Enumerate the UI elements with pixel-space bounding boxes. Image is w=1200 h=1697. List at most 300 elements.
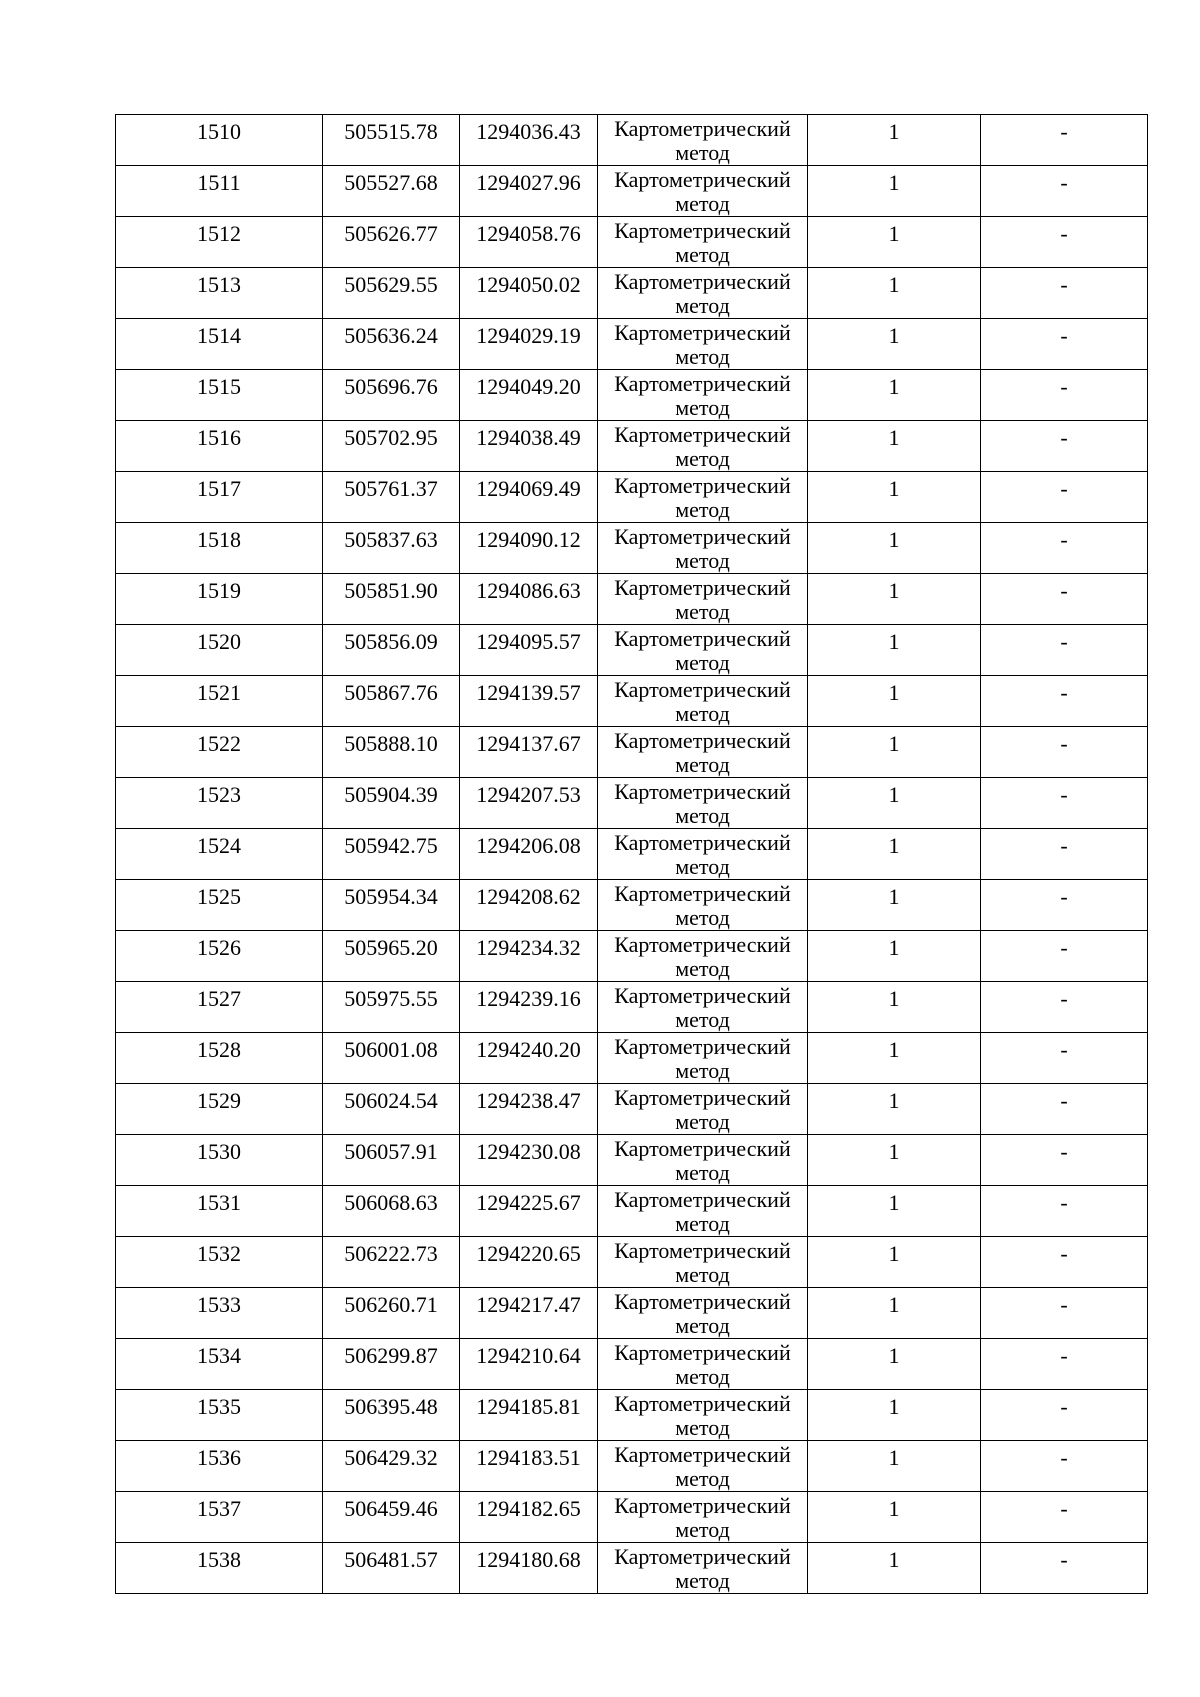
note-cell — [981, 115, 1148, 166]
point-number-cell — [116, 1084, 323, 1135]
y-coordinate: 1294058.76 — [476, 221, 581, 246]
accuracy-cell — [808, 1492, 981, 1543]
accuracy-value: 1 — [888, 680, 900, 705]
method-line-1: Картометрический — [614, 728, 791, 753]
y-coordinate: 1294029.19 — [476, 323, 581, 348]
table-row — [116, 1135, 1148, 1186]
x-coordinate: 505515.78 — [344, 119, 438, 144]
note-value: - — [1060, 374, 1068, 399]
method-line-1: Картометрический — [614, 626, 791, 651]
x-coordinate-cell — [323, 829, 460, 880]
point-number-cell — [116, 880, 323, 931]
x-coordinate: 505626.77 — [344, 221, 438, 246]
accuracy-cell — [808, 319, 981, 370]
note-cell — [981, 472, 1148, 523]
y-coordinate: 1294095.57 — [476, 629, 581, 654]
method-cell — [598, 829, 808, 880]
point-number-cell — [116, 217, 323, 268]
y-coordinate-cell — [460, 1339, 598, 1390]
table-row — [116, 268, 1148, 319]
x-coordinate: 505527.68 — [344, 170, 438, 195]
x-coordinate: 505696.76 — [344, 374, 438, 399]
method-cell — [598, 166, 808, 217]
method-cell — [598, 1339, 808, 1390]
table-row — [116, 1543, 1148, 1594]
table-row — [116, 1237, 1148, 1288]
y-coordinate-cell — [460, 1492, 598, 1543]
note-cell — [981, 1135, 1148, 1186]
method-line-2: метод — [675, 1568, 730, 1593]
y-coordinate: 1294234.32 — [476, 935, 581, 960]
y-coordinate-cell — [460, 1135, 598, 1186]
method-cell — [598, 115, 808, 166]
note-value: - — [1060, 527, 1068, 552]
point-number: 1527 — [197, 986, 241, 1011]
method-line-2: метод — [675, 599, 730, 624]
method-line-1: Картометрический — [614, 218, 791, 243]
method-line-1: Картометрический — [614, 116, 791, 141]
x-coordinate-cell — [323, 1033, 460, 1084]
note-value: - — [1060, 884, 1068, 909]
method-cell — [598, 931, 808, 982]
x-coordinate-cell — [323, 319, 460, 370]
x-coordinate: 505702.95 — [344, 425, 438, 450]
note-cell — [981, 421, 1148, 472]
point-number: 1518 — [197, 527, 241, 552]
note-value: - — [1060, 1343, 1068, 1368]
x-coordinate: 506481.57 — [344, 1547, 438, 1572]
note-cell — [981, 931, 1148, 982]
method-line-2: метод — [675, 395, 730, 420]
x-coordinate: 506395.48 — [344, 1394, 438, 1419]
coordinates-table-body — [116, 115, 1148, 1594]
method-cell — [598, 1543, 808, 1594]
note-value: - — [1060, 1496, 1068, 1521]
point-number: 1512 — [197, 221, 241, 246]
method-cell — [598, 1186, 808, 1237]
method-line-1: Картометрический — [614, 1391, 791, 1416]
point-number-cell — [116, 1288, 323, 1339]
note-cell — [981, 625, 1148, 676]
x-coordinate-cell — [323, 676, 460, 727]
method-line-2: метод — [675, 1211, 730, 1236]
method-line-1: Картометрический — [614, 269, 791, 294]
y-coordinate: 1294069.49 — [476, 476, 581, 501]
x-coordinate-cell — [323, 166, 460, 217]
method-line-2: метод — [675, 1313, 730, 1338]
note-value: - — [1060, 1088, 1068, 1113]
table-row — [116, 1390, 1148, 1441]
method-line-2: метод — [675, 1160, 730, 1185]
y-coordinate: 1294183.51 — [476, 1445, 581, 1470]
method-line-2: метод — [675, 293, 730, 318]
method-cell — [598, 1288, 808, 1339]
y-coordinate-cell — [460, 1186, 598, 1237]
point-number: 1522 — [197, 731, 241, 756]
accuracy-value: 1 — [888, 935, 900, 960]
method-cell — [598, 370, 808, 421]
y-coordinate: 1294239.16 — [476, 986, 581, 1011]
y-coordinate: 1294210.64 — [476, 1343, 581, 1368]
accuracy-value: 1 — [888, 833, 900, 858]
point-number: 1516 — [197, 425, 241, 450]
y-coordinate: 1294230.08 — [476, 1139, 581, 1164]
method-line-2: метод — [675, 446, 730, 471]
point-number: 1535 — [197, 1394, 241, 1419]
method-line-2: метод — [675, 650, 730, 675]
method-cell — [598, 1492, 808, 1543]
note-cell — [981, 1033, 1148, 1084]
method-line-1: Картометрический — [614, 371, 791, 396]
note-cell — [981, 1186, 1148, 1237]
table-row — [116, 982, 1148, 1033]
y-coordinate: 1294027.96 — [476, 170, 581, 195]
note-value: - — [1060, 833, 1068, 858]
table-row — [116, 676, 1148, 727]
x-coordinate-cell — [323, 1492, 460, 1543]
point-number-cell — [116, 982, 323, 1033]
table-row — [116, 931, 1148, 982]
method-cell — [598, 1084, 808, 1135]
table-row — [116, 1288, 1148, 1339]
y-coordinate-cell — [460, 931, 598, 982]
point-number: 1532 — [197, 1241, 241, 1266]
y-coordinate-cell — [460, 166, 598, 217]
y-coordinate: 1294086.63 — [476, 578, 581, 603]
note-cell — [981, 778, 1148, 829]
point-number-cell — [116, 778, 323, 829]
x-coordinate-cell — [323, 523, 460, 574]
table-row — [116, 523, 1148, 574]
accuracy-cell — [808, 1237, 981, 1288]
point-number: 1524 — [197, 833, 241, 858]
table-row — [116, 1033, 1148, 1084]
x-coordinate-cell — [323, 268, 460, 319]
accuracy-value: 1 — [888, 323, 900, 348]
y-coordinate-cell — [460, 1033, 598, 1084]
method-cell — [598, 319, 808, 370]
point-number: 1526 — [197, 935, 241, 960]
y-coordinate-cell — [460, 829, 598, 880]
note-value: - — [1060, 272, 1068, 297]
method-line-1: Картометрический — [614, 1136, 791, 1161]
method-line-2: метод — [675, 752, 730, 777]
table-row — [116, 115, 1148, 166]
point-number: 1513 — [197, 272, 241, 297]
note-cell — [981, 268, 1148, 319]
point-number: 1538 — [197, 1547, 241, 1572]
y-coordinate: 1294206.08 — [476, 833, 581, 858]
point-number: 1533 — [197, 1292, 241, 1317]
note-value: - — [1060, 1394, 1068, 1419]
accuracy-value: 1 — [888, 119, 900, 144]
point-number-cell — [116, 1135, 323, 1186]
note-cell — [981, 829, 1148, 880]
method-line-1: Картометрический — [614, 575, 791, 600]
y-coordinate-cell — [460, 472, 598, 523]
x-coordinate-cell — [323, 1186, 460, 1237]
accuracy-cell — [808, 1288, 981, 1339]
point-number-cell — [116, 1390, 323, 1441]
point-number: 1514 — [197, 323, 241, 348]
accuracy-cell — [808, 1186, 981, 1237]
table-row — [116, 727, 1148, 778]
note-cell — [981, 1237, 1148, 1288]
x-coordinate-cell — [323, 1084, 460, 1135]
table-row — [116, 166, 1148, 217]
accuracy-value: 1 — [888, 578, 900, 603]
x-coordinate: 505761.37 — [344, 476, 438, 501]
method-line-2: метод — [675, 905, 730, 930]
method-line-2: метод — [675, 1109, 730, 1134]
accuracy-value: 1 — [888, 782, 900, 807]
y-coordinate-cell — [460, 523, 598, 574]
y-coordinate-cell — [460, 1237, 598, 1288]
point-number: 1519 — [197, 578, 241, 603]
method-line-1: Картометрический — [614, 677, 791, 702]
x-coordinate: 506299.87 — [344, 1343, 438, 1368]
method-cell — [598, 1033, 808, 1084]
point-number-cell — [116, 1033, 323, 1084]
x-coordinate: 506001.08 — [344, 1037, 438, 1062]
y-coordinate-cell — [460, 1441, 598, 1492]
accuracy-cell — [808, 625, 981, 676]
table-row — [116, 625, 1148, 676]
x-coordinate: 505975.55 — [344, 986, 438, 1011]
note-value: - — [1060, 731, 1068, 756]
accuracy-cell — [808, 931, 981, 982]
coordinates-table — [115, 114, 1148, 1594]
y-coordinate: 1294139.57 — [476, 680, 581, 705]
note-cell — [981, 1441, 1148, 1492]
y-coordinate-cell — [460, 727, 598, 778]
method-line-1: Картометрический — [614, 779, 791, 804]
note-cell — [981, 676, 1148, 727]
y-coordinate-cell — [460, 574, 598, 625]
x-coordinate-cell — [323, 1339, 460, 1390]
accuracy-cell — [808, 676, 981, 727]
point-number-cell — [116, 472, 323, 523]
y-coordinate-cell — [460, 370, 598, 421]
note-cell — [981, 217, 1148, 268]
y-coordinate: 1294185.81 — [476, 1394, 581, 1419]
table-row — [116, 778, 1148, 829]
x-coordinate-cell — [323, 880, 460, 931]
x-coordinate-cell — [323, 1288, 460, 1339]
accuracy-cell — [808, 880, 981, 931]
accuracy-cell — [808, 1543, 981, 1594]
table-row — [116, 880, 1148, 931]
accuracy-value: 1 — [888, 1394, 900, 1419]
y-coordinate-cell — [460, 676, 598, 727]
table-row — [116, 829, 1148, 880]
note-value: - — [1060, 1445, 1068, 1470]
x-coordinate: 506222.73 — [344, 1241, 438, 1266]
x-coordinate: 505837.63 — [344, 527, 438, 552]
accuracy-cell — [808, 1084, 981, 1135]
note-cell — [981, 1084, 1148, 1135]
note-value: - — [1060, 1292, 1068, 1317]
x-coordinate-cell — [323, 370, 460, 421]
point-number: 1537 — [197, 1496, 241, 1521]
point-number-cell — [116, 268, 323, 319]
method-cell — [598, 778, 808, 829]
x-coordinate-cell — [323, 1135, 460, 1186]
table-row — [116, 1186, 1148, 1237]
method-cell — [598, 1441, 808, 1492]
method-cell — [598, 268, 808, 319]
x-coordinate: 506260.71 — [344, 1292, 438, 1317]
accuracy-cell — [808, 166, 981, 217]
accuracy-cell — [808, 421, 981, 472]
note-value: - — [1060, 1241, 1068, 1266]
note-cell — [981, 523, 1148, 574]
method-cell — [598, 421, 808, 472]
point-number-cell — [116, 523, 323, 574]
method-cell — [598, 523, 808, 574]
y-coordinate-cell — [460, 625, 598, 676]
note-value: - — [1060, 323, 1068, 348]
y-coordinate: 1294207.53 — [476, 782, 581, 807]
point-number: 1536 — [197, 1445, 241, 1470]
x-coordinate-cell — [323, 625, 460, 676]
y-coordinate: 1294182.65 — [476, 1496, 581, 1521]
method-line-1: Картометрический — [614, 881, 791, 906]
accuracy-cell — [808, 778, 981, 829]
method-line-2: метод — [675, 1517, 730, 1542]
method-line-2: метод — [675, 803, 730, 828]
point-number: 1521 — [197, 680, 241, 705]
note-cell — [981, 1288, 1148, 1339]
x-coordinate: 505904.39 — [344, 782, 438, 807]
point-number: 1534 — [197, 1343, 241, 1368]
accuracy-value: 1 — [888, 425, 900, 450]
y-coordinate-cell — [460, 319, 598, 370]
x-coordinate-cell — [323, 472, 460, 523]
accuracy-value: 1 — [888, 170, 900, 195]
method-line-2: метод — [675, 1058, 730, 1083]
note-value: - — [1060, 1037, 1068, 1062]
note-cell — [981, 982, 1148, 1033]
method-line-2: метод — [675, 956, 730, 981]
note-value: - — [1060, 578, 1068, 603]
point-number: 1515 — [197, 374, 241, 399]
point-number-cell — [116, 625, 323, 676]
x-coordinate: 506429.32 — [344, 1445, 438, 1470]
point-number-cell — [116, 1492, 323, 1543]
x-coordinate: 505856.09 — [344, 629, 438, 654]
y-coordinate-cell — [460, 421, 598, 472]
accuracy-cell — [808, 370, 981, 421]
method-line-1: Картометрический — [614, 167, 791, 192]
point-number-cell — [116, 727, 323, 778]
point-number-cell — [116, 676, 323, 727]
note-value: - — [1060, 986, 1068, 1011]
accuracy-value: 1 — [888, 884, 900, 909]
accuracy-cell — [808, 1390, 981, 1441]
method-line-2: метод — [675, 1466, 730, 1491]
note-value: - — [1060, 170, 1068, 195]
x-coordinate-cell — [323, 727, 460, 778]
y-coordinate-cell — [460, 217, 598, 268]
method-cell — [598, 982, 808, 1033]
method-cell — [598, 727, 808, 778]
x-coordinate-cell — [323, 1390, 460, 1441]
method-line-2: метод — [675, 344, 730, 369]
method-line-1: Картометрический — [614, 1187, 791, 1212]
point-number-cell — [116, 829, 323, 880]
x-coordinate: 505942.75 — [344, 833, 438, 858]
accuracy-value: 1 — [888, 1139, 900, 1164]
method-line-2: метод — [675, 140, 730, 165]
accuracy-cell — [808, 1135, 981, 1186]
method-line-1: Картометрический — [614, 830, 791, 855]
y-coordinate: 1294238.47 — [476, 1088, 581, 1113]
method-cell — [598, 574, 808, 625]
point-number: 1517 — [197, 476, 241, 501]
method-line-2: метод — [675, 1007, 730, 1032]
note-value: - — [1060, 629, 1068, 654]
x-coordinate-cell — [323, 982, 460, 1033]
method-line-1: Картометрический — [614, 1340, 791, 1365]
y-coordinate-cell — [460, 880, 598, 931]
y-coordinate: 1294217.47 — [476, 1292, 581, 1317]
method-line-1: Картометрический — [614, 1085, 791, 1110]
table-row — [116, 421, 1148, 472]
note-cell — [981, 166, 1148, 217]
table-row — [116, 574, 1148, 625]
point-number-cell — [116, 1339, 323, 1390]
point-number: 1529 — [197, 1088, 241, 1113]
x-coordinate: 505888.10 — [344, 731, 438, 756]
note-value: - — [1060, 680, 1068, 705]
accuracy-cell — [808, 115, 981, 166]
accuracy-value: 1 — [888, 1343, 900, 1368]
x-coordinate: 505965.20 — [344, 935, 438, 960]
method-line-1: Картометрический — [614, 1238, 791, 1263]
method-line-2: метод — [675, 1262, 730, 1287]
point-number: 1530 — [197, 1139, 241, 1164]
table-row — [116, 1084, 1148, 1135]
note-value: - — [1060, 1139, 1068, 1164]
x-coordinate-cell — [323, 574, 460, 625]
x-coordinate: 506024.54 — [344, 1088, 438, 1113]
x-coordinate-cell — [323, 1543, 460, 1594]
accuracy-cell — [808, 574, 981, 625]
x-coordinate: 505954.34 — [344, 884, 438, 909]
table-row — [116, 1441, 1148, 1492]
note-cell — [981, 1492, 1148, 1543]
point-number: 1510 — [197, 119, 241, 144]
method-cell — [598, 880, 808, 931]
method-cell — [598, 472, 808, 523]
table-row — [116, 1492, 1148, 1543]
accuracy-value: 1 — [888, 527, 900, 552]
note-value: - — [1060, 476, 1068, 501]
accuracy-cell — [808, 1033, 981, 1084]
accuracy-cell — [808, 829, 981, 880]
point-number: 1523 — [197, 782, 241, 807]
method-cell — [598, 1237, 808, 1288]
note-value: - — [1060, 782, 1068, 807]
accuracy-value: 1 — [888, 1445, 900, 1470]
method-line-2: метод — [675, 1415, 730, 1440]
method-line-2: метод — [675, 854, 730, 879]
accuracy-cell — [808, 217, 981, 268]
y-coordinate: 1294240.20 — [476, 1037, 581, 1062]
point-number: 1525 — [197, 884, 241, 909]
x-coordinate-cell — [323, 1237, 460, 1288]
